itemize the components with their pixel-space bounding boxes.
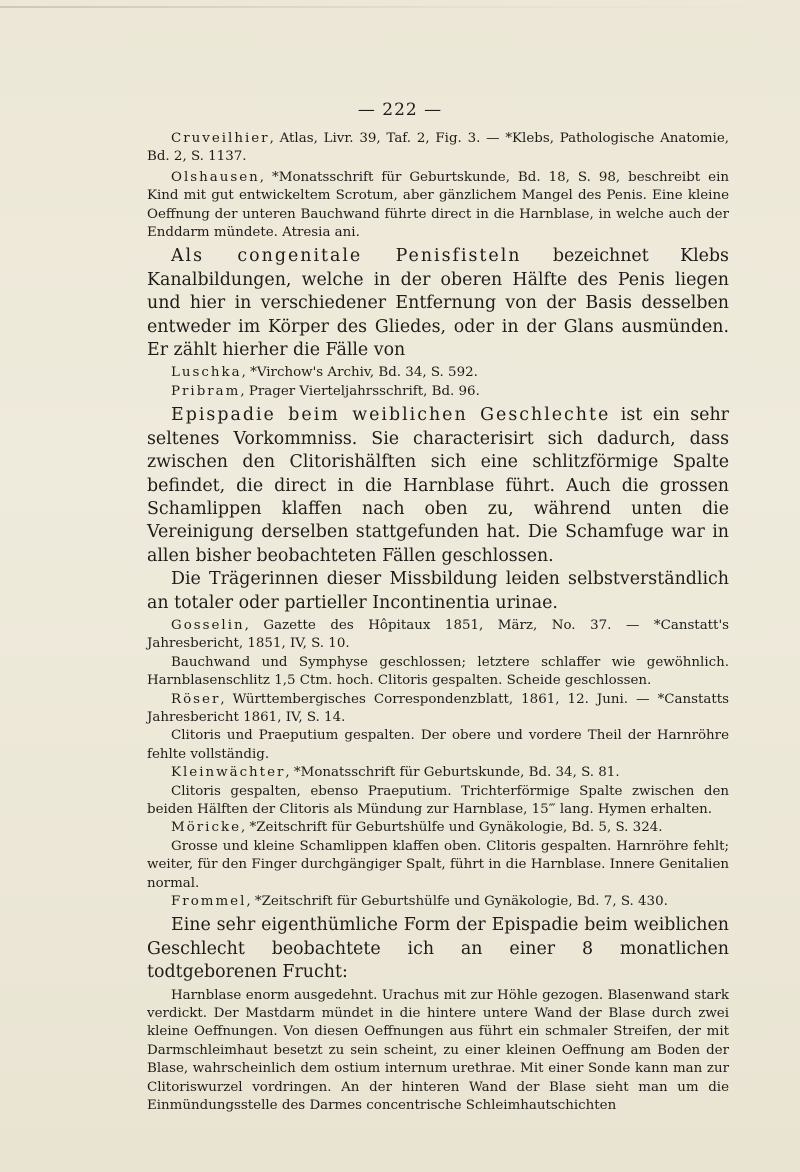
author-name: Cruveilhier [171, 131, 270, 146]
paragraph-text: , Gazette des Hôpitaux 1851, März, No. 37. — *Canstatt's Jahresbericht, 1851, IV, S. 10. [147, 617, 729, 652]
paragraph-citation-olshausen [147, 169, 729, 243]
paragraph-penisfisteln [147, 245, 729, 362]
page-body [147, 130, 729, 1116]
author-name: Röser [171, 691, 221, 707]
paragraph-citation-luschka [147, 364, 729, 382]
paragraph-text: , Prager Vierteljahrsschrift, Bd. 96. [240, 383, 480, 399]
paragraph-citation-kleinwaechter [147, 764, 729, 782]
paragraph-own-observation [147, 914, 729, 984]
author-name: Kleinwächter [171, 765, 286, 781]
paragraph-case-roeser [147, 727, 729, 764]
paragraph-citation-moericke [147, 819, 729, 837]
author-name: Frommel [171, 894, 247, 910]
paragraph-traegerinnen [147, 568, 729, 615]
paragraph-case-gosselin [147, 654, 729, 691]
paragraph-text: , *Monatsschrift für Geburtskunde, Bd. 34, S. 81. [285, 765, 620, 781]
paragraph-text: Clitoris und Praeputium gespalten. Der obere und vordere Theil der Harnröhre fehlte vollständig. [147, 728, 729, 762]
paragraph-text: , *Zeitschrift für Geburtshülfe und Gynäkologie, Bd. 7, S. 430. [246, 894, 668, 910]
paragraph-case-description [147, 987, 729, 1116]
paragraph-text: , Atlas, Livr. 39, Taf. 2, Fig. 3. — *Klebs, Pathologische Anatomie, Bd. 2, S. 1137. [147, 131, 729, 165]
author-name: Luschka [171, 365, 242, 381]
author-name: Olshausen [171, 169, 260, 185]
author-name: Pribram [171, 383, 241, 399]
paragraph-text: , *Zeitschrift für Geburtshülfe und Gynäkologie, Bd. 5, S. 324. [241, 820, 663, 836]
paragraph-text: Clitoris gespalten, ebenso Praeputium. Trichterförmige Spalte zwischen den beiden Hälften der Clitoris als Mündung zur Harnblase, 15‴ lang. Hymen erhalten. [147, 783, 729, 817]
paragraph-citation-gosselin [147, 617, 729, 654]
page-edge-line [0, 6, 800, 8]
paragraph-text: Die Trägerinnen dieser Missbildung leiden selbstverständlich an totaler oder partieller Incontinentia urinae. [147, 569, 729, 613]
section-lead: Epispadie beim weiblichen Geschlechte [171, 405, 611, 426]
paragraph-text: bezeichnet Klebs Kanalbildungen, welche in der oberen Hälfte des Penis liegen und hier in verschiedener Entfernung von der Basis desselben entweder im Körper des Gliedes, oder in der Glans ausmünden. Er zählt hierher die Fälle von [147, 246, 729, 361]
paragraph-text: Eine sehr eigenthümliche Form der Epispadie beim weiblichen Geschlecht beobachtete ich an einer 8 monatlichen todtgeborenen Frucht: [147, 915, 729, 983]
section-lead: Als congenitale Penisfisteln [171, 246, 522, 267]
paragraph-epispadie [147, 404, 729, 568]
paragraph-text: , Württembergisches Correspondenzblatt, 1861, 12. Juni. — *Canstatts Jahresbericht 1861, IV, S. 14. [147, 691, 729, 725]
paragraph-text: Harnblase enorm ausgedehnt. Urachus mit zur Höhle gezogen. Blasenwand stark verdickt. Der Mastdarm mündet in die hintere untere Wand der Blase durch zwei kleine Oeffnungen. Von diesen Oeffnungen aus führt ein schmaler Streifen, der mit Darmschleimhaut besetzt zu sein scheint, zu einer kleinen Oeffnung am Boden der Blase, wahrscheinlich dem ostium internum urethrae. Mit einer Sonde kann man zur Clitoriswurzel vordringen. An der hinteren Wand der Blase sieht man um die Einmündungsstelle des Darmes concentrische Schleimhautschichten [147, 987, 729, 1114]
paragraph-text: , *Monatsschrift für Geburtskunde, Bd. 18, S. 98, beschreibt ein Kind mit gut entwickeltem Scrotum, aber gänzlichem Mangel des Penis. Eine kleine Oeffnung der unteren Bauchwand führte direct in die Harnblase, in welche auch der Enddarm mündete. Atresia ani. [147, 169, 729, 241]
author-name: Gosselin [171, 617, 245, 633]
paragraph-text: Bauchwand und Symphyse geschlossen; letztere schlaffer wie gewöhnlich. Harnblasenschlitz 1,5 Ctm. hoch. Clitoris gespalten. Scheide geschlossen. [147, 654, 729, 689]
paragraph-citation-roeser [147, 691, 729, 728]
paragraph-text: ist ein sehr seltenes Vorkommniss. Sie characterisirt sich dadurch, dass zwischen den Clitorishälften sich eine schlitzförmige Spalte befindet, die direct in die Harnblase führt. Auch die grossen Schamlippen klaffen nach oben zu, während unten die Vereinigung derselben stattgefunden hat. Die Schamfuge war in allen bisher beobachteten Fällen geschlossen. [147, 405, 729, 566]
paragraph-citation-frommel [147, 893, 729, 911]
paragraph-case-moericke [147, 838, 729, 893]
author-name: Möricke [171, 820, 241, 836]
paragraph-text: , *Virchow's Archiv, Bd. 34, S. 592. [241, 365, 478, 381]
paragraph-citation-cruveilhier [147, 130, 729, 167]
paragraph-citation-pribram [147, 383, 729, 401]
paragraph-text: Grosse und kleine Schamlippen klaffen oben. Clitoris gespalten. Harnröhre fehlt; weiter, für den Finger durchgängiger Spalt, führt in die Harnblase. Innere Genitalien normal. [147, 838, 729, 891]
page-number: — 222 — [357, 100, 443, 120]
paragraph-case-kleinwaechter [147, 783, 729, 820]
